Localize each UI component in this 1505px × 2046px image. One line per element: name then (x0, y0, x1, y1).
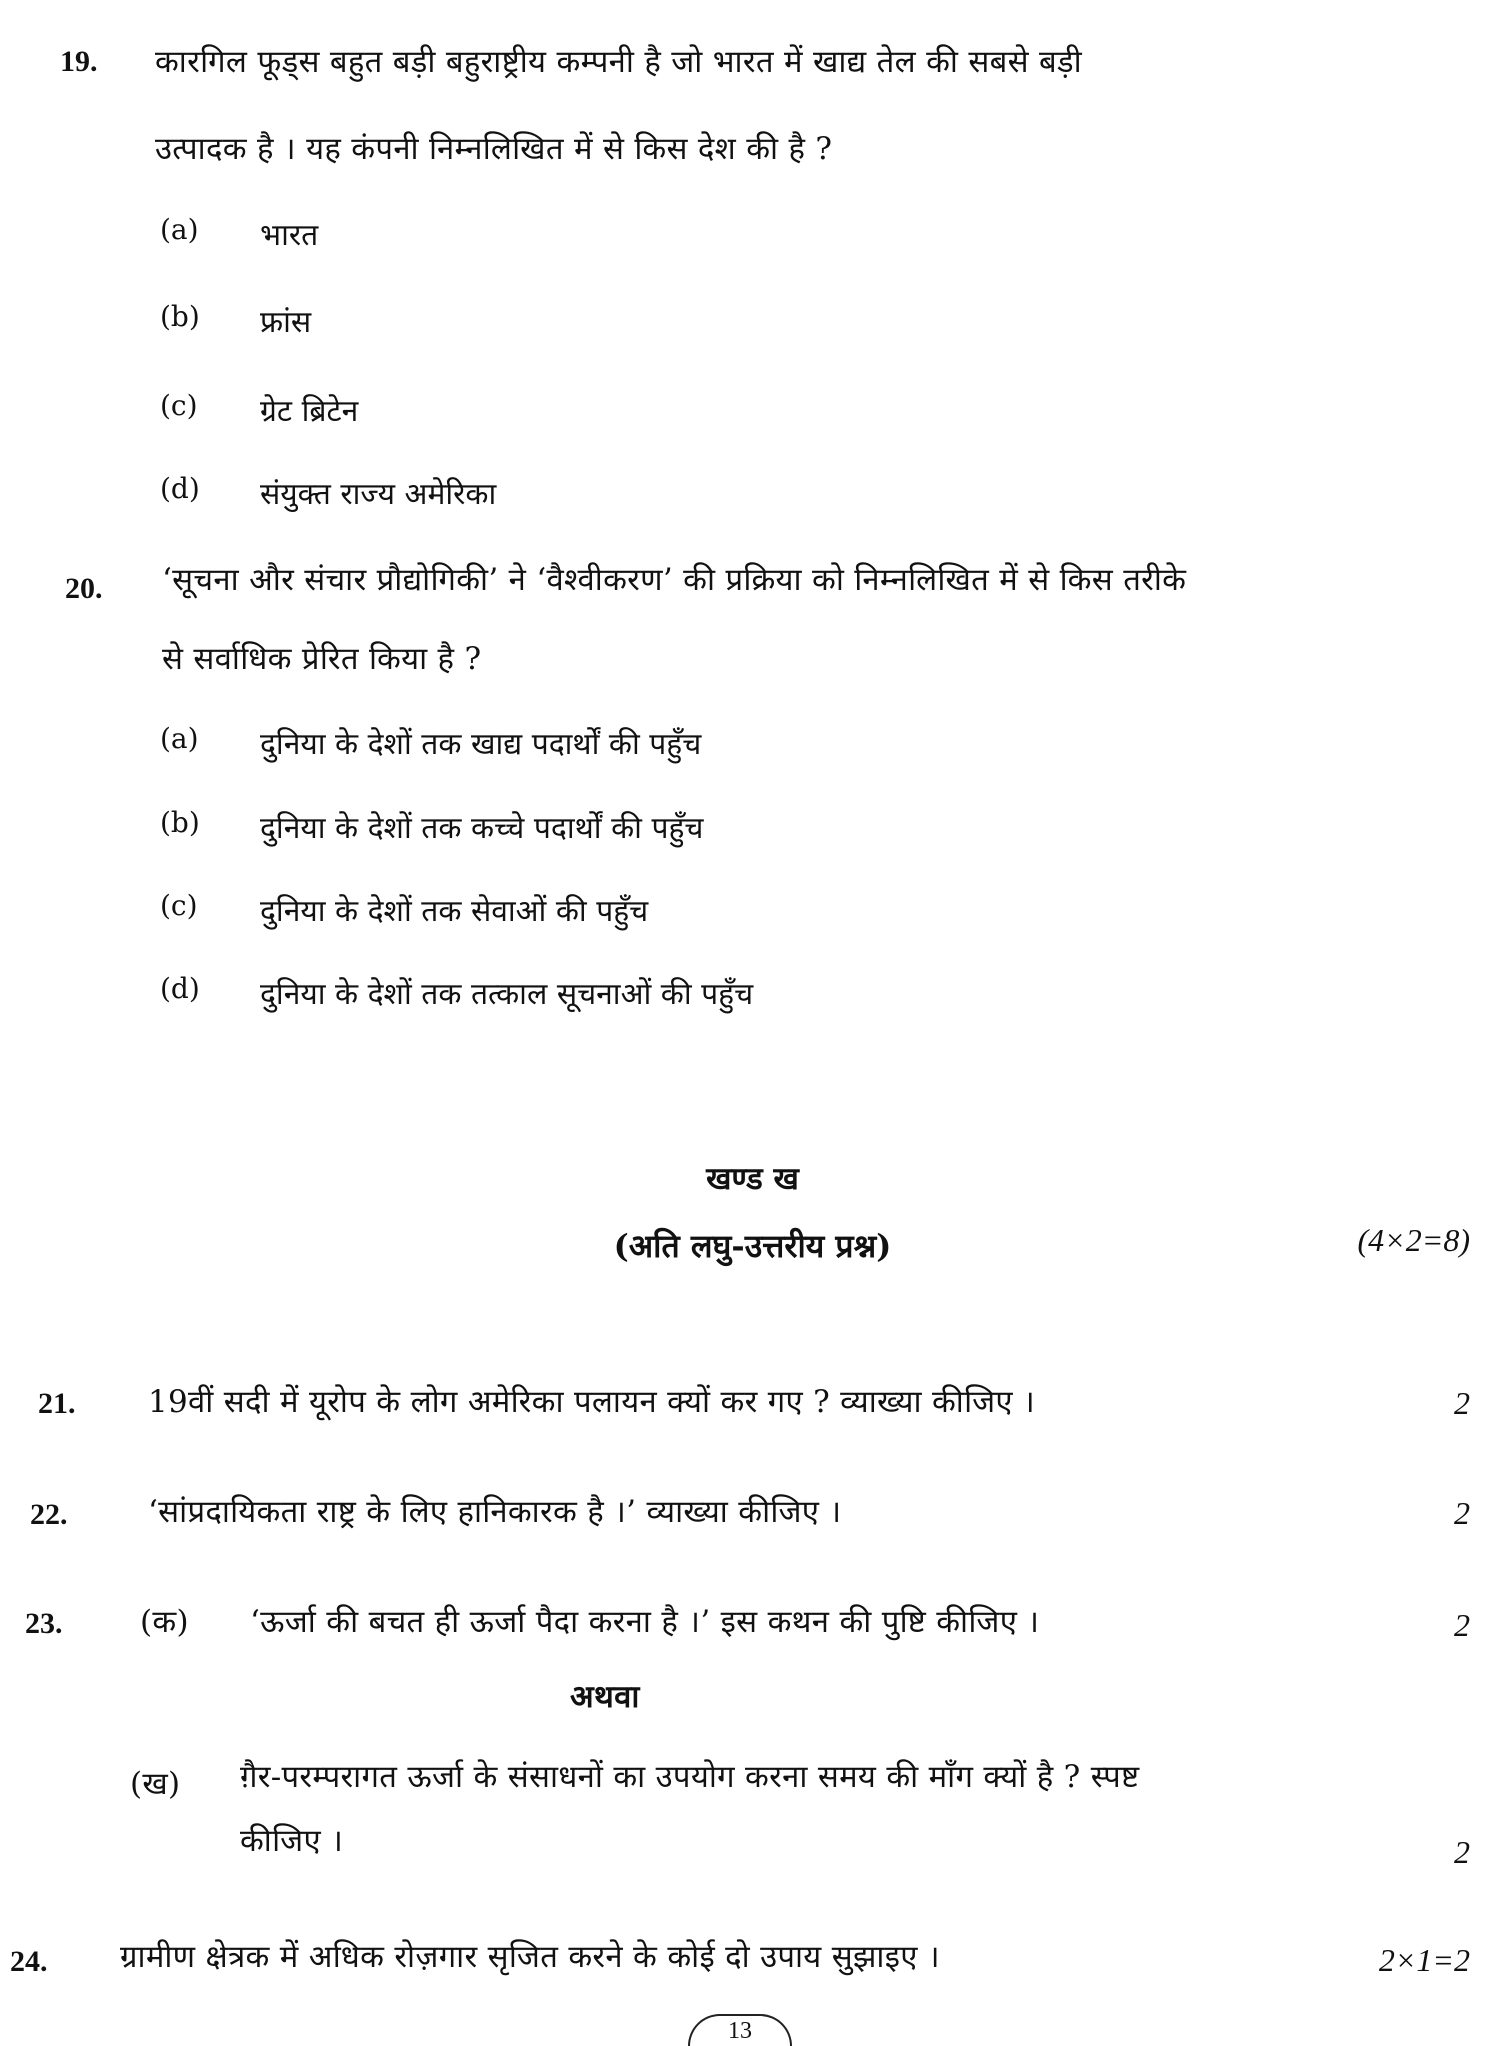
q23-option-b-line1: ग़ैर-परम्परागत ऊर्जा के संसाधनों का उपयोग करना समय की माँग क्यों है ? स्पष्ट (240, 1759, 1140, 1795)
option-label: (b) (160, 806, 200, 839)
option-label: (a) (160, 722, 199, 755)
option-label: (d) (160, 472, 200, 505)
page-number: 13 (688, 2014, 792, 2046)
q21-number: 21. (38, 1387, 76, 1420)
q21-text: 19वीं सदी में यूरोप के लोग अमेरिका पलायन क्यों कर गए ? व्याख्या कीजिए । (148, 1384, 1036, 1420)
option-text: ग्रेट ब्रिटेन (260, 394, 359, 429)
q20-text-line1: ‘सूचना और संचार प्रौद्योगिकी’ ने ‘वैश्वीकरण’ की प्रक्रिया को निम्नलिखित में से किस तरीके (162, 562, 1187, 598)
q23-option-b-label: (ख) (130, 1766, 181, 1802)
option-label: (d) (160, 972, 200, 1005)
q22-number: 22. (30, 1498, 68, 1531)
q24-text: ग्रामीण क्षेत्रक में अधिक रोज़गार सृजित करने के कोई दो उपाय सुझाइए । (120, 1939, 940, 1975)
q23-option-a-label: (क) (140, 1604, 189, 1640)
q22-marks: 2 (1454, 1495, 1470, 1531)
option-text: दुनिया के देशों तक तत्काल सूचनाओं की पहुँच (260, 977, 754, 1012)
q21-marks: 2 (1454, 1385, 1470, 1421)
option-text: दुनिया के देशों तक कच्चे पदार्थों की पहुँच (260, 811, 704, 846)
section-subtitle: (अति लघु-उत्तरीय प्रश्न) (613, 1227, 892, 1265)
section-marks: (4×2=8) (1357, 1222, 1470, 1258)
q23-b-marks: 2 (1454, 1834, 1470, 1870)
option-label: (c) (160, 889, 198, 922)
option-text: दुनिया के देशों तक खाद्य पदार्थों की पहुँच (260, 727, 702, 762)
option-label: (a) (160, 213, 199, 246)
q23-option-a-text: ‘ऊर्जा की बचत ही ऊर्जा पैदा करना है ।’ इस कथन की पुष्टि कीजिए । (250, 1604, 1040, 1640)
q19-text-line1: कारगिल फूड्स बहुत बड़ी बहुराष्ट्रीय कम्पनी है जो भारत में खाद्य तेल की सबसे बड़ी (155, 44, 1082, 80)
option-text: संयुक्त राज्य अमेरिका (260, 477, 497, 512)
q23-number: 23. (25, 1607, 63, 1640)
option-text: भारत (260, 218, 319, 253)
q19-text-line2: उत्पादक है । यह कंपनी निम्नलिखित में से किस देश की है ? (155, 131, 833, 167)
option-label: (c) (160, 389, 198, 422)
option-label: (b) (160, 300, 200, 333)
section-title: खण्ड ख (706, 1161, 799, 1197)
q20-text-line2: से सर्वाधिक प्रेरित किया है ? (162, 641, 482, 677)
q22-text: ‘सांप्रदायिकता राष्ट्र के लिए हानिकारक है ।’ व्याख्या कीजिए । (148, 1494, 842, 1530)
q19-number: 19. (60, 45, 98, 78)
q23-a-marks: 2 (1454, 1607, 1470, 1643)
q23-or-separator: अथवा (570, 1679, 640, 1715)
q24-marks: 2×1=2 (1378, 1942, 1470, 1978)
option-text: दुनिया के देशों तक सेवाओं की पहुँच (260, 894, 649, 929)
option-text: फ्रांस (260, 305, 312, 340)
q23-option-b-line2: कीजिए । (240, 1823, 344, 1859)
q20-number: 20. (65, 572, 103, 605)
q24-number: 24. (10, 1945, 48, 1978)
